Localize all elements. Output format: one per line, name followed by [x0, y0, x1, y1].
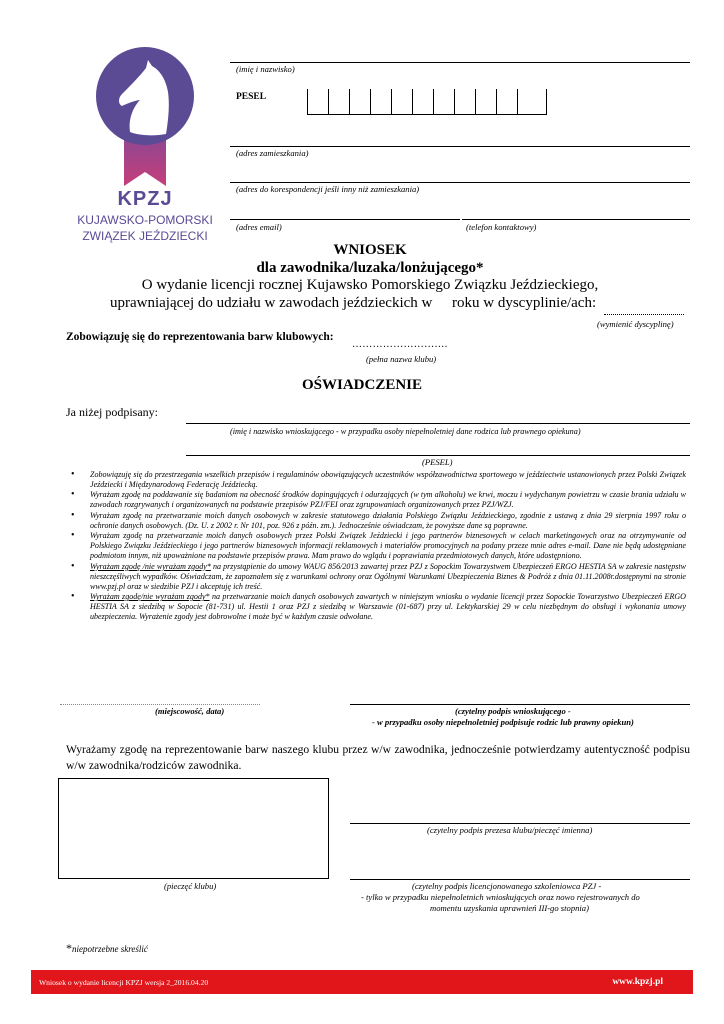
instructor-signature-line[interactable]: [350, 879, 690, 880]
signer-line[interactable]: [186, 423, 690, 424]
club-label: Zobowiązuję się do reprezentowania barw klubowych:: [66, 331, 334, 343]
footnote-mark: *: [66, 941, 72, 955]
place-date-line[interactable]: [60, 704, 260, 705]
club-consent-text: Wyrażamy zgodę na reprezentowanie barw naszego klubu przez w/w zawodnika, jednocześnie potwierdzamy autentyczność podpisu w/w zawodnika/rodziców zawodnika.: [66, 743, 690, 772]
title-subject: dla zawodnika/luzaka/lonżującego*: [256, 260, 484, 276]
name-label: (imię i nazwisko): [236, 64, 295, 74]
logo-abbrev: KPZJ: [117, 188, 173, 210]
footer-version: Wniosek o wydanie licencji KPZJ wersja 2_2016.04.20: [39, 978, 209, 987]
signer-pesel-label: (PESEL): [422, 457, 453, 467]
kpzj-logo: [77, 40, 213, 250]
correspondence-label: (adres do korespondencji jeśli inny niż zamieszkania): [236, 184, 420, 194]
footnote: [66, 939, 148, 957]
president-signature-label: (czytelny podpis prezesa klubu/pieczęć imienna): [427, 825, 593, 835]
president-signature-line[interactable]: [350, 823, 690, 824]
discipline-line[interactable]: [604, 314, 684, 315]
address-line[interactable]: [230, 146, 690, 147]
declaration-item-insurance: • Wyrażam zgodę /nie wyrażam zgody* na przystąpienie do umowy WAUG 856/2013 zawartej przez PZJ z Sopockim Towarzystwem Ubezpieczeń ERGO HESTIA SA w zakresie następstw nieszczęśliwych wypadków. Oświadczam, że zapoznałem się z warunkami ochrony oraz Ogólnymi Warunkami Ubezpieczenia Biznes & Podróż z dnia 01.11.2008r.dostępnymi na stronie www.pzj.pl oraz w siedzibie PZJ i akceptuję ich treść.: [90, 562, 686, 592]
declaration-heading: OŚWIADCZENIE: [301, 377, 423, 393]
signer-sublabel: (imię i nazwisko wnioskującego - w przypadku osoby niepełnoletniej dane rodzica lub prawnego opiekuna): [230, 427, 581, 436]
phone-label: (telefon kontaktowy): [466, 222, 537, 232]
title-wniosek: WNIOSEK: [333, 242, 407, 258]
place-date-label: (miejscowość, data): [155, 706, 225, 716]
applicant-signature-label-2: - w przypadku osoby niepełnoletniej podpisuje rodzic lub prawny opiekun): [372, 717, 634, 727]
logo-name-line1: KUJAWSKO-POMORSKI: [77, 213, 213, 227]
declaration-item: • Wyrażam zgodę na przetwarzanie moich danych osobowych w zakresie statutowego działania Polskiego Związku Jeździeckiego, zgodnie z ustawą z dnia 29 sierpnia 1997 roku o ochronie danych osobowych. (Dz. U. z 2002 r. Nr 101, poz. 926 z późn. zm.). Jednocześnie oświadczam, że powyższe dane są poprawne.: [90, 511, 686, 531]
instructor-signature-label-3: momentu uzyskania uprawnień III-go stopnia): [430, 903, 589, 913]
name-line[interactable]: [230, 62, 690, 63]
instructor-signature-label-2: - tylko w przypadku niepełnoletnich wnioskujących oraz nowo rejestrowanych do: [361, 892, 640, 902]
horse-emblem-icon: [84, 40, 206, 190]
insurance-consent-choice[interactable]: Wyrażam zgodę /nie wyrażam zgody*: [90, 561, 211, 571]
signer-label: Ja niżej podpisany:: [66, 405, 158, 419]
declaration-item: • Wyrażam zgodę na poddawanie się badaniom na obecność środków dopingujących i odurzających (w tym alkoholu) we krwi, moczu i wydychanym powietrzu w czasie brania udziału w zawodach rozgrywanych i organizowanych na podstawie przepisów PZJ/FEI oraz zgrupowaniach organizowanych przez PZJ/WZJ.: [90, 490, 686, 510]
title-purpose: O wydanie licencji rocznej Kujawsko Pomorskiego Związku Jeździeckiego,: [141, 277, 599, 293]
data-consent-choice[interactable]: Wyrażam zgodę/nie wyrażam zgody*: [90, 592, 210, 602]
signer-pesel-line[interactable]: [186, 455, 690, 456]
title-scope-part2: roku w dyscyplinie/ach:: [452, 295, 597, 311]
declaration-item-data-processing: • Wyrażam zgodę/nie wyrażam zgody* na przetwarzanie moich danych osobowych zawartych w niniejszym wniosku o wydanie licencji przez Sopockie Towarzystwo Ubezpieczeń ERGO HESTIA SA z siedzibą w Sopocie (81-731) ul. Hestii 1 oraz PZJ z siedzibą w Warszawie (01-687) przy ul. Lektykarskiej 29 w celu niezbędnym do obsługi i wykonania umowy ubezpieczenia. Wyrażenie zgody jest dobrowolne i może być w każdym czasie odwołane.: [90, 592, 686, 622]
logo-name-line2: ZWIĄZEK JEŹDZIECKI: [82, 229, 208, 243]
pesel-label: PESEL: [236, 92, 267, 102]
applicant-signature-line[interactable]: [350, 704, 690, 705]
club-name-field[interactable]: ……………………….: [352, 339, 448, 350]
phone-line[interactable]: [462, 219, 690, 220]
declaration-item: • Zobowiązuję się do przestrzegania wszelkich przepisów i regulaminów obowiązujących uczestników współzawodnictwa sportowego w jeździectwie ustanowionych przez Polski Związek Jeździecki i Międzynarodową Federację Jeździecką.: [90, 470, 686, 490]
footer-website-link[interactable]: www.kpzj.pl: [612, 977, 663, 987]
footnote-text: niepotrzebne skreślić: [72, 944, 148, 954]
footer-bar: [31, 970, 693, 994]
email-line[interactable]: [230, 219, 460, 220]
club-stamp-box[interactable]: [58, 778, 329, 879]
email-label: (adres email): [236, 222, 282, 232]
applicant-signature-label-1: (czytelny podpis wnioskującego -: [455, 706, 571, 716]
title-scope-part1: uprawniającej do udziału w zawodach jeździeckich w: [110, 295, 433, 311]
declaration-list: [90, 470, 686, 623]
address-label: (adres zamieszkania): [236, 148, 309, 158]
instructor-signature-label-1: (czytelny podpis licencjonowanego szkoleniowca PZJ -: [412, 881, 602, 891]
club-name-label: (pełna nazwa klubu): [366, 354, 437, 364]
correspondence-line[interactable]: [230, 182, 690, 183]
declaration-item: • Wyrażam zgodę na przetwarzanie moich danych osobowych przez Polski Związek Jeździecki i jego partnerów biznesowych w celach marketingowych oraz na otrzymywanie od Polskiego Związku Jeździeckiego i jego partnerów biznesowych informacji reklamowych i materiałów promocyjnych na podany przeze mnie adres e-mail. Dane nie będą udostępniane podmiotom innym, niż upoważnione na podstawie przepisów prawa. Mam prawo do wglądu i poprawiania przedmiotowych danych, które udostępniono.: [90, 531, 686, 561]
club-stamp-label: (pieczęć klubu): [164, 881, 217, 891]
discipline-label: (wymienić dyscyplinę): [597, 319, 674, 329]
